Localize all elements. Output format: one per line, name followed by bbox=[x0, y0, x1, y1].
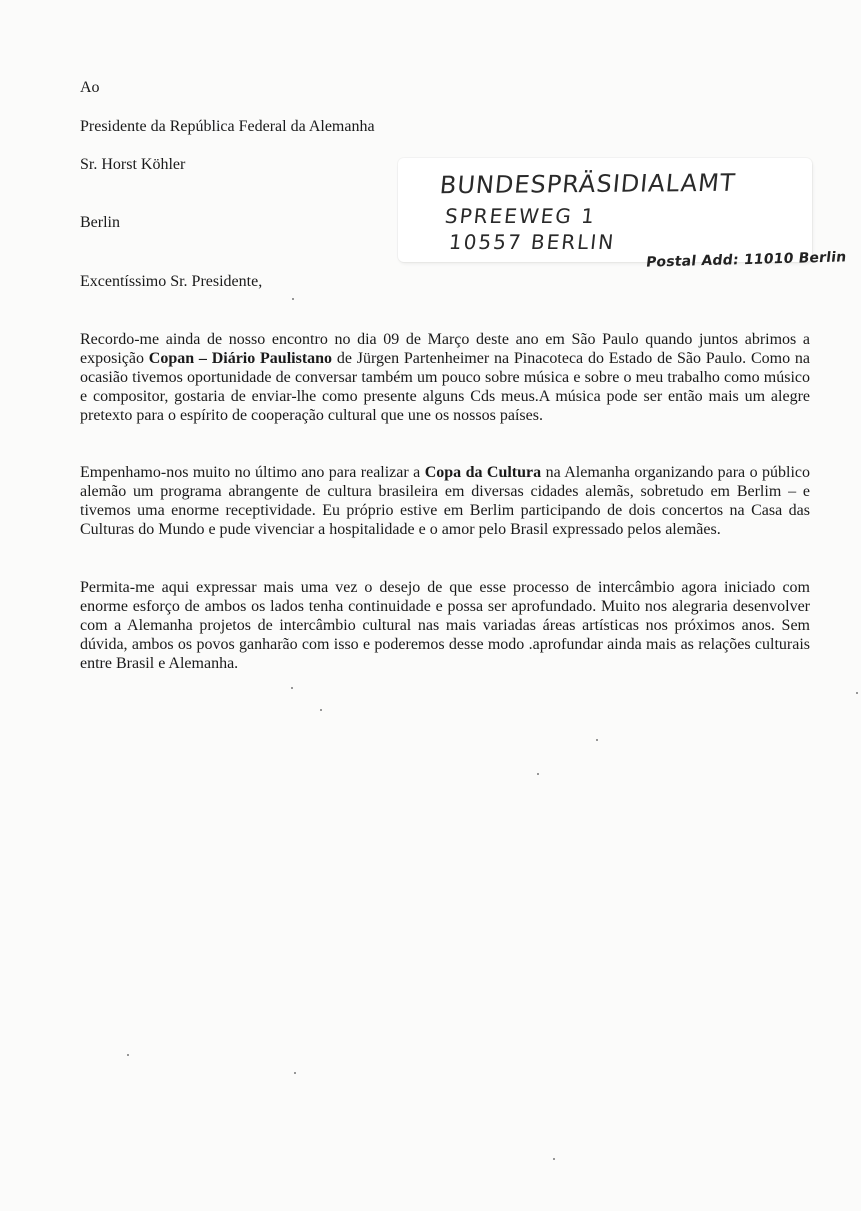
paragraph-1 bbox=[80, 330, 810, 425]
scan-speck bbox=[294, 1072, 296, 1074]
handwritten-postal-address: Postal Add: 11010 Berlin bbox=[645, 249, 848, 271]
paragraph-3: Permita-me aqui expressar mais uma vez o desejo de que esse processo de intercâmbio agora iniciado com enorme esforço de ambos os lados tenha continuidade e possa ser aprofundado. Muito nos alegraria desenvolver com a Alemanha projetos de intercâmbio cultural nas mais variadas áreas artísticas nos próximos anos. Sem dúvida, ambos os povos ganharão com isso e poderemos desse modo .aprofundar ainda mais as relações culturais entre Brasil e Alemanha. bbox=[80, 579, 810, 672]
recipient-line-ao: Ao bbox=[80, 79, 100, 96]
scan-speck bbox=[856, 692, 858, 694]
paragraph-2-text-a: Empenhamo-nos muito no último ano para realizar a bbox=[80, 464, 425, 481]
scan-speck bbox=[320, 709, 322, 711]
scan-speck bbox=[291, 687, 293, 689]
paragraph-2 bbox=[80, 463, 810, 539]
recipient-line-name: Sr. Horst Köhler bbox=[80, 156, 186, 173]
recipient-line-title: Presidente da República Federal da Alemanha bbox=[80, 118, 375, 135]
paragraph-2-bold-title: Copa da Cultura bbox=[424, 464, 542, 481]
handwritten-address-line-2: SPREEWEG 1 bbox=[443, 204, 598, 228]
salutation: Excentíssimo Sr. Presidente, bbox=[80, 273, 263, 290]
scan-speck bbox=[596, 739, 598, 741]
recipient-line-city: Berlin bbox=[80, 214, 120, 231]
handwritten-address-line-1: BUNDESPRÄSIDIALAMT bbox=[438, 168, 737, 200]
scan-speck bbox=[553, 1158, 555, 1160]
scan-speck bbox=[127, 1054, 129, 1056]
handwritten-address-line-3: 10557 BERLIN bbox=[447, 230, 617, 254]
paragraph-1-bold-title: Copan – Diário Paulistano bbox=[148, 350, 333, 367]
paragraph-1-text-c: de Jürgen Partenheimer na Pinacoteca do Estado de São Paulo. Como na ocasião tivemos oportunidade de conversar também um pouco sobre música e sobre o meu trabalho como músico e compositor, gostaria de enviar-lhe como presente alguns Cds meus.A música pode ser então mais um alegre pretexto para o espírito de cooperação cultural que une os nossos países. bbox=[80, 350, 810, 424]
paragraph-2-text-c: na Alemanha organizando para o público alemão um programa abrangente de cultura brasileira em diversas cidades alemãs, sobretudo em Berlim – e tivemos uma enorme receptividade. Eu próprio estive em Berlim participando de dois concertos na Casa das Culturas do Mundo e pude vivenciar a hospitalidade e o amor pelo Brasil expressado pelos alemães. bbox=[80, 464, 811, 538]
paragraph-1-text-a: Recordo-me ainda de nosso encontro no dia 09 de Março deste ano em São Paulo quando juntos abrimos a exposição bbox=[80, 331, 810, 367]
scan-speck bbox=[537, 773, 539, 775]
scan-speck bbox=[292, 298, 294, 300]
